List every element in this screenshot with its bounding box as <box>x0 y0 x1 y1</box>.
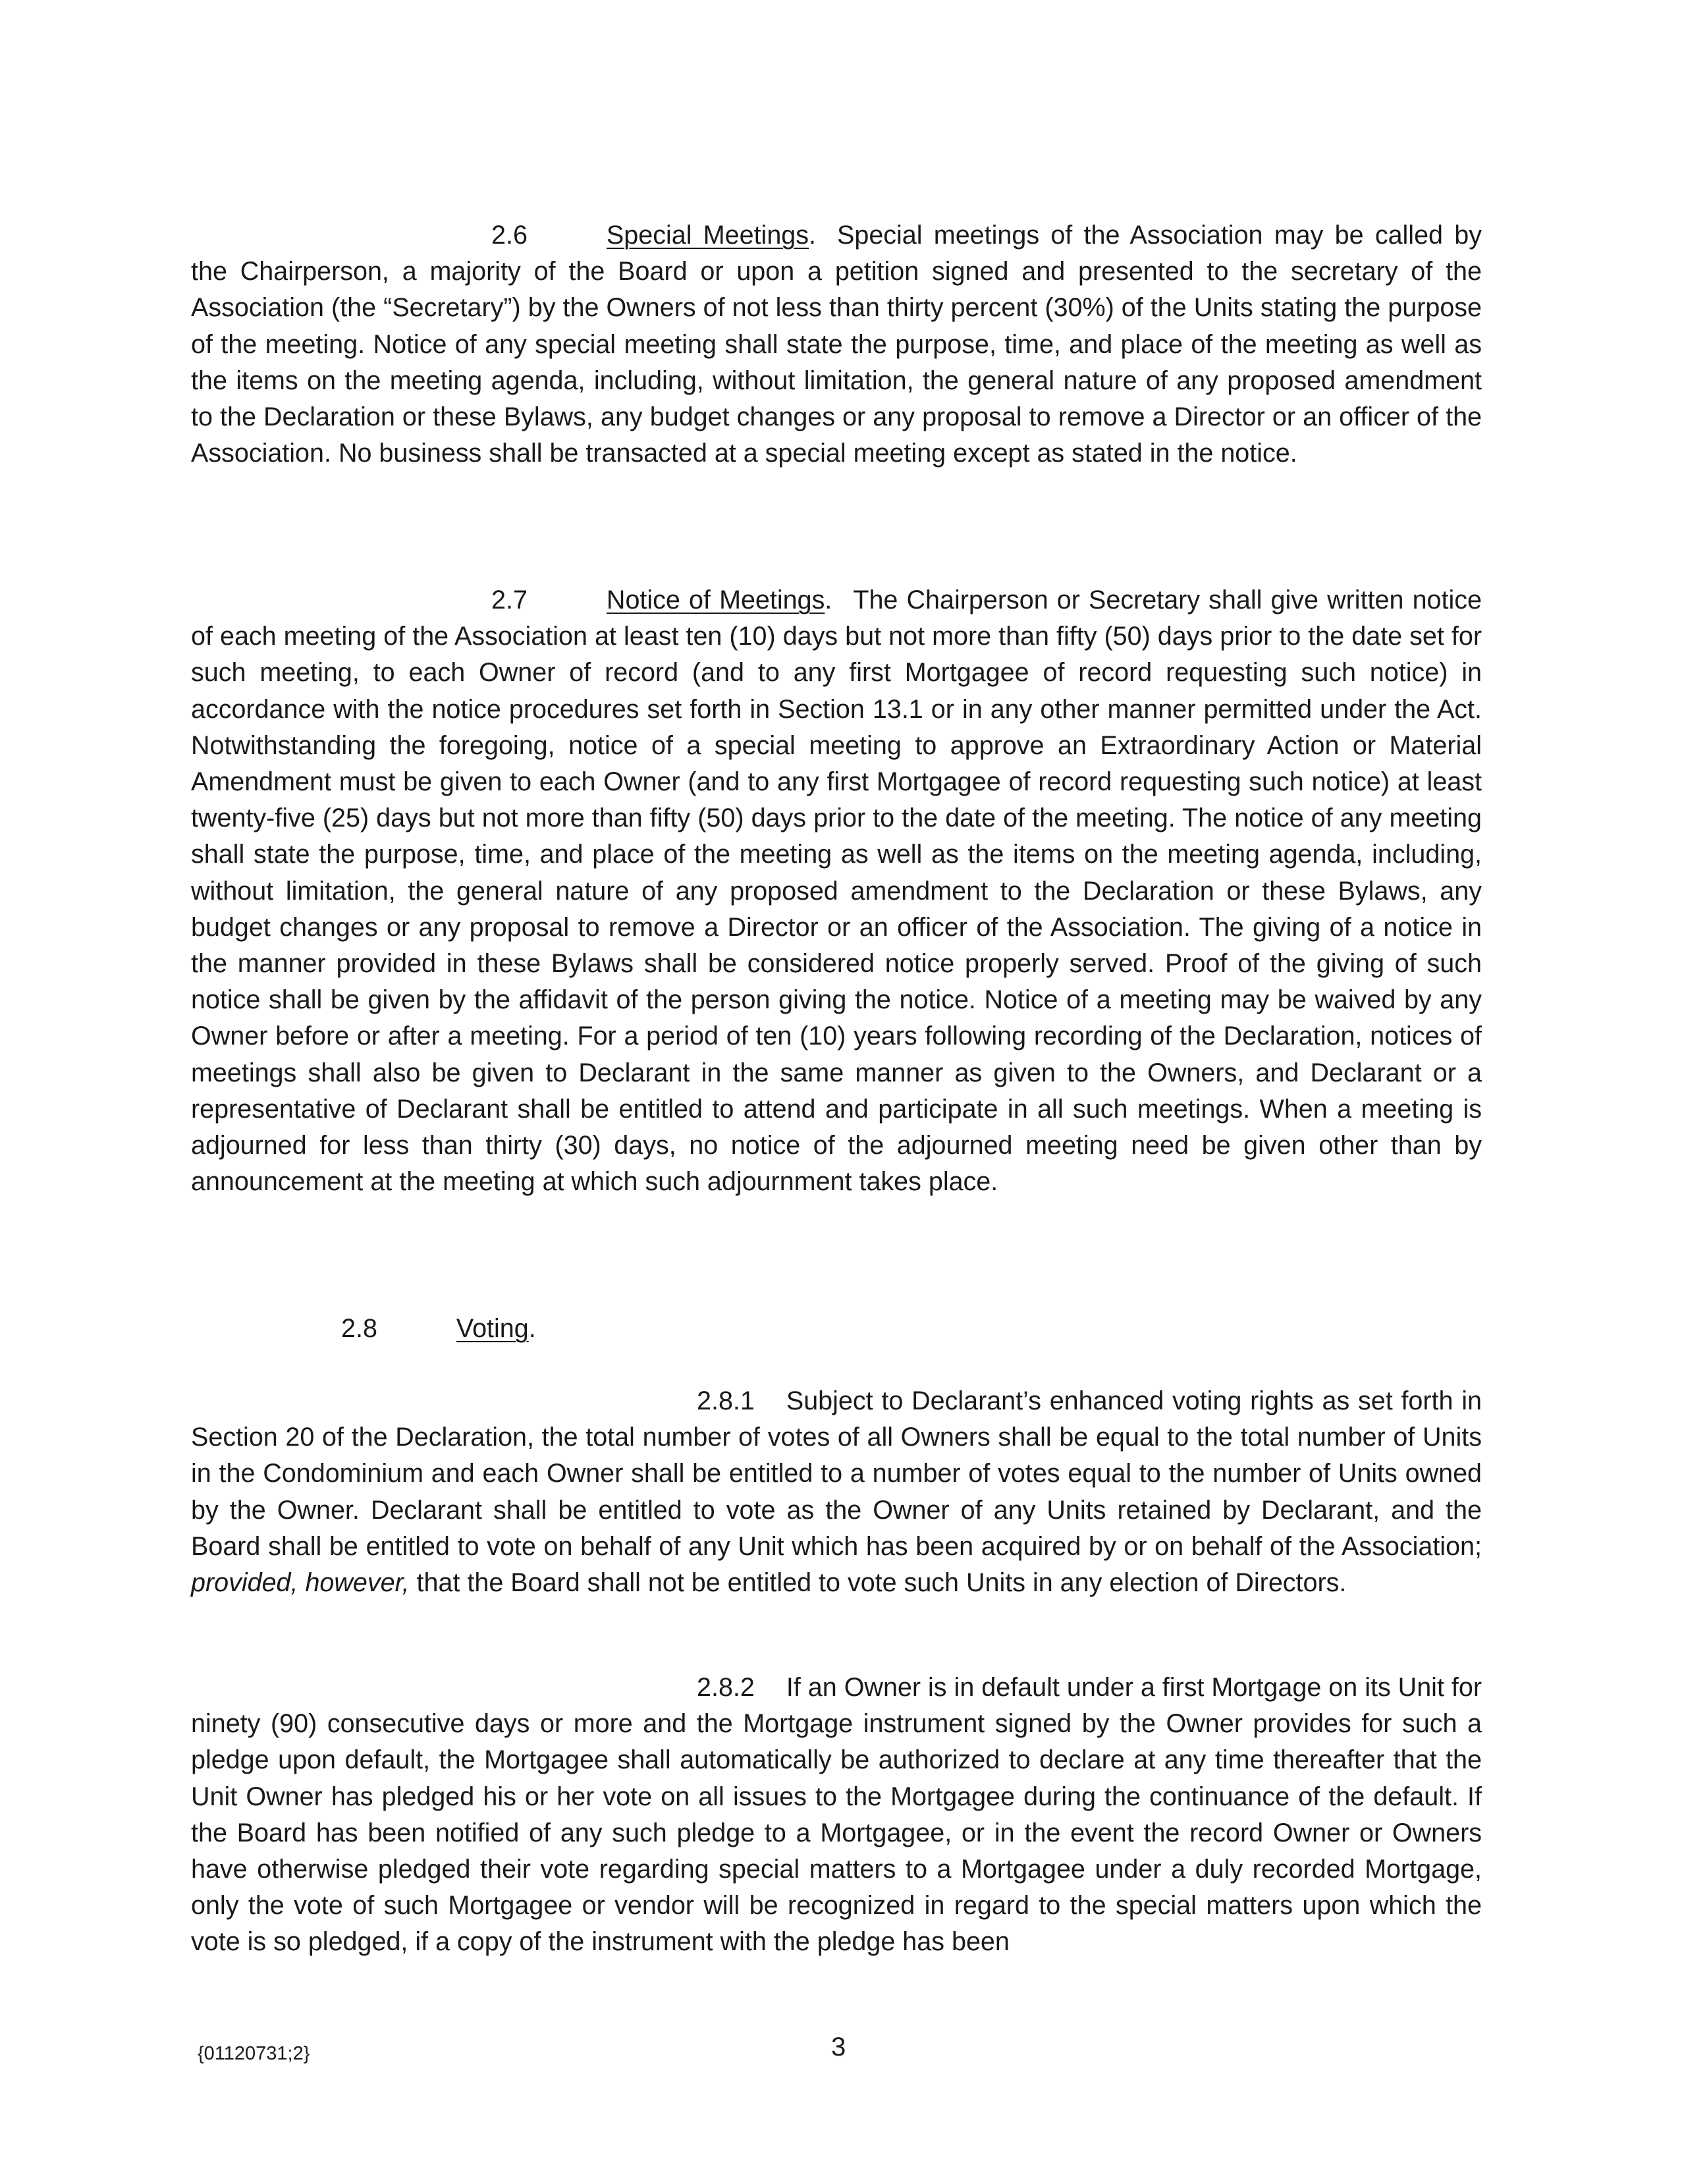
section-body-continued: that the Board shall not be entitled to vote such Units in any election of Directors. <box>409 1568 1347 1598</box>
subsection-number: 2.8.2 <box>697 1673 755 1702</box>
section-body: If an Owner is in default under a first Mortgage on its Unit for ninety (90) consecutive days or more and the Mortgage instrument signed by the Owner provides for such a pledge upon default, the Mortgagee shall automatically be authorized to declare at any time thereafter that the Unit Owner has pledged his or her vote on all issues to the Mortgagee during the continuance of the default. If the Board has been notified of any such pledge to a Mortgagee, or in the event the record Owner or Owners have otherwise pledged their vote regarding special matters to a Mortgagee under a duly recorded Mortgage, only the vote of such Mortgagee or vendor will be recognized in regard to the special matters upon which the vote is so pledged, if a copy of the instrument with the pledge has been <box>191 1673 1482 1957</box>
section-title: Voting <box>456 1314 529 1343</box>
section-body: Special meetings of the Association may be called by the Chairperson, a majority of the Board or upon a petition signed and presented to the secretary of the Association (the “Secretary”) by the Owners of not less than thirty percent (30%) of the Units stating the purpose of the meeting. Notice of any special meeting shall state the purpose, time, and place of the meeting as well as the items on the meeting agenda, including, without limitation, the general nature of any proposed amendment to the Declaration or these Bylaws, any budget changes or any proposal to remove a Director or an officer of the Association. No business shall be transacted at a special meeting except as stated in the notice. <box>191 221 1482 468</box>
subsection-number: 2.8.1 <box>697 1386 755 1415</box>
section-number: 2.6 <box>491 221 528 250</box>
document-id: {01120731;2} <box>198 2043 310 2064</box>
section-2-8-1-paragraph <box>191 1383 1482 1601</box>
section-title: Special Meetings <box>606 221 809 250</box>
section-number: 2.8 <box>341 1314 377 1343</box>
title-period: . <box>825 586 832 614</box>
section-2-6-paragraph <box>191 217 1482 472</box>
italic-proviso: provided, however, <box>191 1568 410 1598</box>
section-2-8-2-paragraph <box>191 1670 1482 1961</box>
title-period: . <box>809 221 816 250</box>
title-period: . <box>528 1314 536 1343</box>
section-2-8-heading <box>341 1311 536 1347</box>
section-title: Notice of Meetings <box>606 586 825 614</box>
section-body: The Chairperson or Secretary shall give written notice of each meeting of the Association at least ten (10) days but not more than fifty (50) days prior to the date set for such meeting, to each Owner of record (and to any first Mortgagee of record requesting such notice) in accordance with the notice procedures set forth in Section 13.1 or in any other manner permitted under the Act. Notwithstanding the foregoing, notice of a special meeting to approve an Extraordinary Action or Material Amendment must be given to each Owner (and to any first Mortgagee of record requesting such notice) at least twenty-five (25) days but not more than fifty (50) days prior to the date of the meeting. The notice of any meeting shall state the purpose, time, and place of the meeting as well as the items on the meeting agenda, including, without limitation, the general nature of any proposed amendment to the Declaration or these Bylaws, any budget changes or any proposal to remove a Director or an officer of the Association. The giving of a notice in the manner provided in these Bylaws shall be considered notice properly served. Proof of the giving of such notice shall be given by the affidavit of the person giving the notice. Notice of a meeting may be waived by any Owner before or after a meeting. For a period of ten (10) years following recording of the Declaration, notices of meetings shall also be given to Declarant in the same manner as given to the Owners, and Declarant or a representative of Declarant shall be entitled to attend and participate in all such meetings. When a meeting is adjourned for less than thirty (30) days, no notice of the adjourned meeting need be given other than by announcement at the meeting at which such adjournment takes place. <box>191 586 1482 1197</box>
page-number: 3 <box>831 2033 846 2061</box>
section-number: 2.7 <box>491 586 528 614</box>
section-body: Subject to Declarant’s enhanced voting rights as set forth in Section 20 of the Declaration, the total number of votes of all Owners shall be equal to the total number of Units in the Condominium and each Owner shall be entitled to a number of votes equal to the number of Units owned by the Owner. Declarant shall be entitled to vote as the Owner of any Units retained by Declarant, and the Board shall be entitled to vote on behalf of any Unit which has been acquired by or on behalf of the Association; <box>191 1386 1482 1561</box>
section-2-7-paragraph <box>191 582 1482 1200</box>
